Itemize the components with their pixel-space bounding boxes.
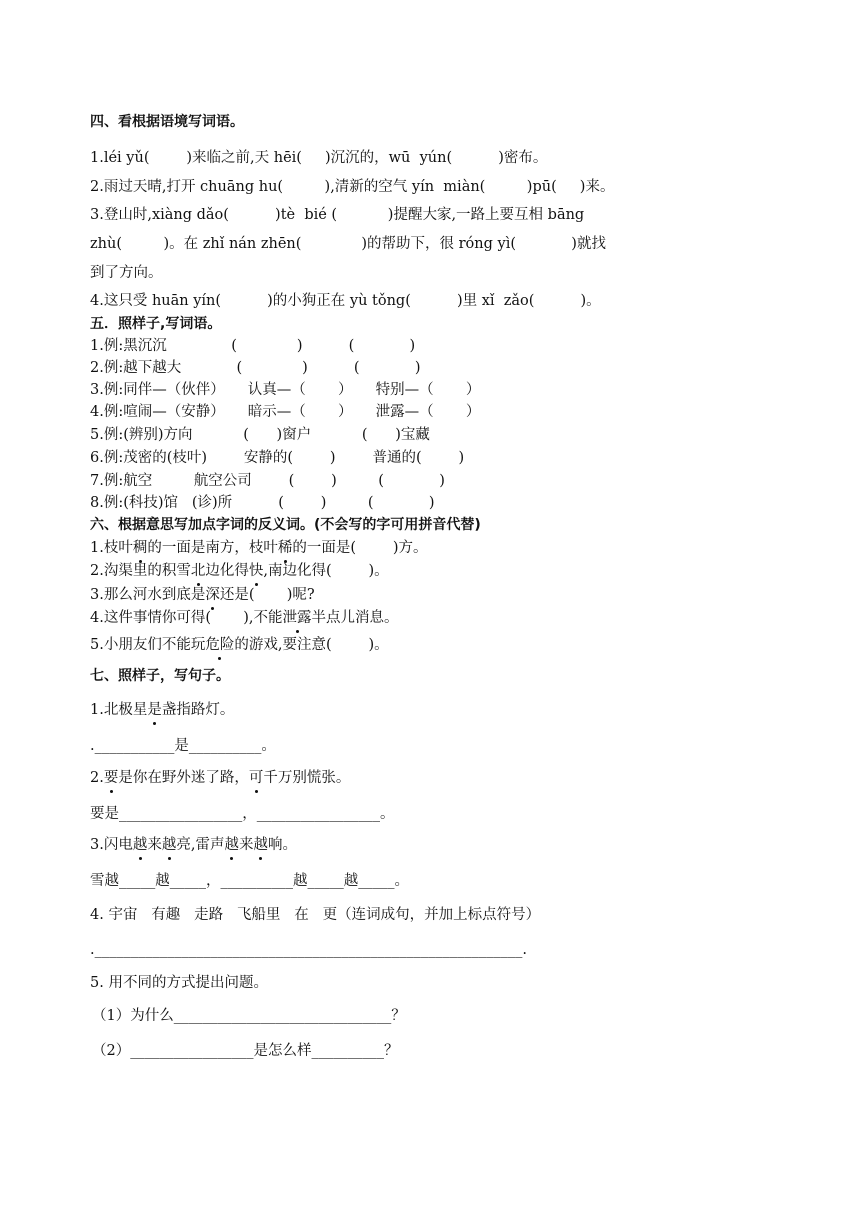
section6-question [90,608,399,628]
section4-line2: 2.雨过天晴,打开 chuāng hu( ),清新的空气 yín miàn( )pū( )来。 [90,179,615,195]
dotted-word: 北 [190,563,206,579]
text: 来 [147,837,162,853]
question-line[interactable]: （2）_________________是怎么样__________？ [92,1043,399,1059]
text: 亮,雷声 [176,837,225,853]
text: 1.枝叶 [90,540,133,556]
text: 响。 [267,837,297,853]
dotted-word: 可 [248,770,264,786]
section4-line1: 1.léi yǔ( )来临之前,天 hēi( )沉沉的，wū yún( )密布。 [90,150,548,166]
dotted-word: 越 [253,837,268,853]
text: 盏指路灯。 [161,702,235,718]
dotted-word: 泄露 [282,610,312,626]
dotted-word: 越 [161,837,177,853]
text: 2.沟渠里的积雪 [90,563,191,579]
dotted-word: 稠 [132,540,148,556]
text: 1.北极星 [90,702,148,718]
dotted-word: 要 [103,770,119,786]
section5-item: 7.例:航空 航空公司 ( ) ( ) [90,473,445,489]
text: 边化得 [205,563,249,579]
text: 3.闪电 [90,837,133,853]
question-line[interactable]: （1）为什么______________________________？ [92,1008,406,1024]
section5-item: 8.例:(科技)馆 (诊)所 ( ) ( ) [90,495,435,511]
dotted-word: 稀 [277,540,293,556]
section5-item: 6.例:茂密的(枝叶) 安静的( ) 普通的( ) [90,450,465,466]
answer-line[interactable]: 要是_________________，_________________。 [90,806,395,822]
section5-item: 5.例:(辨别)方向 ( )窗户 ( )宝藏 [90,427,430,443]
section4-line6: 4.这只受 huān yín( )的小狗正在 yù tǒng( )里 xǐ zǎo( )。 [90,293,601,309]
text: 半点儿消息。 [311,610,399,626]
dotted-word: 是 [147,702,162,718]
text: 4.这件事情你可得( ),不能 [90,610,283,626]
section7-example [90,700,234,720]
text: 千万别慌张。 [263,770,351,786]
text: 是你在野外迷了路， [118,770,249,786]
text: 的游戏,要注意( )。 [234,637,389,653]
section7-example [90,768,350,788]
section4-line5: 到了方向。 [90,265,163,281]
text: 5.小朋友们不能玩 [90,637,206,653]
section7-heading: 七、照样子，写句子。 [90,668,230,684]
section7-example: 4. 宇宙 有趣 走路 飞船里 在 更（连词成句，并加上标点符号） [90,907,541,923]
section5-item: 3.例:同伴—（伙伴） 认真—（ ） 特别—（ ） [90,382,481,398]
text: 的一面是( )方。 [292,540,428,556]
section5-item: 2.例:越下越大 ( ) ( ) [90,360,421,376]
section5-item: 1.例:黑沉沉 ( ) ( ) [90,338,416,354]
section7-example [90,835,297,855]
section6-question [90,538,428,558]
dotted-word: 深 [205,587,220,603]
text: 2. [90,770,104,786]
section6-heading: 六、根据意思写加点字词的反义词。(不会写的字可用拼音代替) [90,517,481,533]
section7-example: 5. 用不同的方式提出问题。 [90,975,268,991]
section5-heading: 五．照样子,写词语。 [90,316,222,332]
text: 来 [238,837,254,853]
section4-line3: 3.登山时,xiàng dǎo( )tè bié ( )提醒大家,一路上要互相 bāng [90,207,585,223]
section6-question [90,635,389,655]
section5-item: 4.例:喧闹—（安静） 暗示—（ ） 泄露—（ ） [90,404,481,420]
dotted-word: 危险 [205,637,235,653]
text: 的一面是南方，枝叶 [147,540,278,556]
dotted-word: 越 [132,837,148,853]
dotted-word: 快 [248,563,264,579]
answer-line[interactable]: .___________是__________。 [90,738,276,754]
section4-heading: 四、看根据语境写词语。 [90,114,244,130]
answer-line[interactable]: .___________________________________________________________. [90,942,527,958]
section6-question [90,585,315,605]
dotted-word: 越 [224,837,239,853]
answer-line[interactable]: 雪越_____越_____，__________越_____越_____。 [90,873,409,889]
text: 3.那么河水到底是 [90,587,206,603]
text: 还是( )呢? [219,587,315,603]
text: ,南边化得( )。 [263,563,389,579]
section6-question [90,561,389,581]
section4-line4: zhù( )。在 zhǐ nán zhēn( )的帮助下，很 róng yì( )就找 [90,236,606,252]
